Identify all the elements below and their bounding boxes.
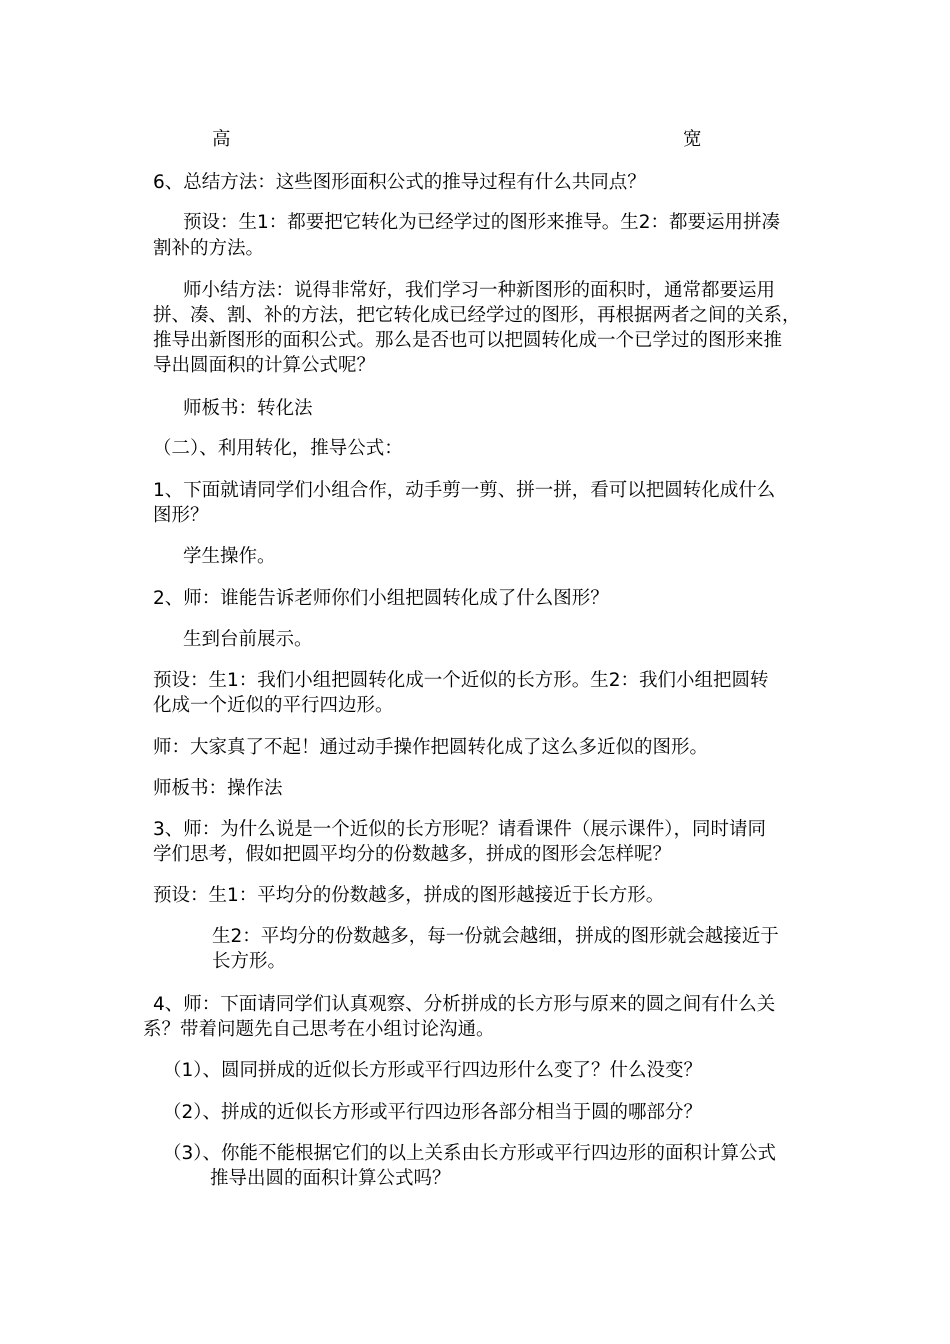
preset-shapes-line-2: 化成一个近似的平行四边形。 — [153, 695, 394, 716]
board-note-conversion: 师板书：转化法 — [183, 398, 313, 419]
preset-answer-line-2: 割补的方法。 — [153, 238, 265, 259]
step-3-line-1: 3、师：为什么说是一个近似的长方形呢？请看课件（展示课件），同时请同 — [153, 819, 767, 840]
header-label-height: 高 — [212, 129, 231, 150]
question-3-line-2: 推导出圆的面积计算公式吗？ — [210, 1168, 451, 1189]
teacher-summary-line-1: 师小结方法：说得非常好，我们学习一种新图形的面积时，通常都要运用 — [183, 280, 776, 301]
step-4-line-1: 4、师：下面请同学们认真观察、分析拼成的长方形与原来的圆之间有什么关 — [153, 994, 776, 1015]
board-note-operation: 师板书：操作法 — [153, 778, 283, 799]
preset-student-2-line-1: 生2：平均分的份数越多，每一份就会越细，拼成的图形就会越接近于 — [212, 926, 779, 947]
student-presentation: 生到台前展示。 — [183, 629, 313, 650]
question-3-line-1: （3）、你能不能根据它们的以上关系由长方形或平行四边形的面积计算公式 — [163, 1143, 777, 1164]
teacher-summary-line-2: 拼、凑、割、补的方法，把它转化成已经学过的图形，再根据两者之间的关系， — [153, 305, 801, 326]
section-2-heading: （二）、利用转化，推导公式： — [153, 438, 403, 459]
step-1-line-1: 1、下面就请同学们小组合作，动手剪一剪、拼一拼，看可以把圆转化成什么 — [153, 480, 776, 501]
question-1: （1）、圆同拼成的近似长方形或平行四边形什么变了？什么没变？ — [163, 1060, 703, 1081]
teacher-summary-line-3: 推导出新图形的面积公式。那么是否也可以把圆转化成一个已学过的图形来推 — [153, 330, 783, 351]
preset-student-1: 预设：生1：平均分的份数越多，拼成的图形越接近于长方形。 — [153, 885, 665, 906]
step-2-question: 2、师：谁能告诉老师你们小组把圆转化成了什么图形？ — [153, 588, 609, 609]
teacher-summary-line-4: 导出圆面积的计算公式呢？ — [153, 355, 376, 376]
step-1-line-2: 图形？ — [153, 505, 209, 526]
question-2: （2）、拼成的近似长方形或平行四边形各部分相当于圆的哪部分？ — [163, 1102, 703, 1123]
preset-answer-line-1: 预设：生1：都要把它转化为已经学过的图形来推导。生2：都要运用拼凑 — [183, 212, 781, 233]
preset-shapes-line-1: 预设：生1：我们小组把圆转化成一个近似的长方形。生2：我们小组把圆转 — [153, 670, 769, 691]
teacher-praise: 师：大家真了不起！通过动手操作把圆转化成了这么多近似的图形。 — [153, 737, 709, 758]
student-operation: 学生操作。 — [183, 546, 276, 567]
preset-student-2-line-2: 长方形。 — [212, 951, 287, 972]
step-6-summary-heading: 6、总结方法：这些图形面积公式的推导过程有什么共同点？ — [153, 172, 646, 193]
step-4-line-2: 系？带着问题先自己思考在小组讨论沟通。 — [143, 1019, 495, 1040]
step-3-line-2: 学们思考，假如把圆平均分的份数越多，拼成的图形会怎样呢？ — [153, 844, 672, 865]
header-label-width: 宽 — [683, 129, 702, 150]
